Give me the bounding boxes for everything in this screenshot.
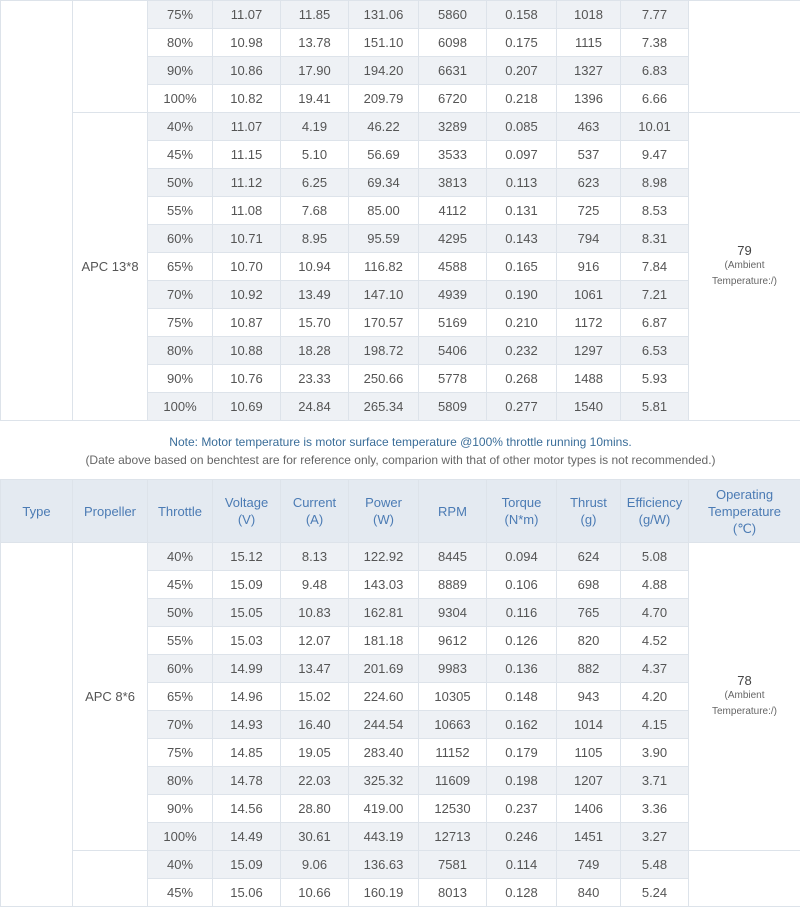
power-cell: 147.10 bbox=[349, 281, 419, 309]
power-cell: 116.82 bbox=[349, 253, 419, 281]
table-body bbox=[1, 1, 800, 907]
power-cell: 209.79 bbox=[349, 85, 419, 113]
temp-note: (Ambient bbox=[689, 258, 800, 274]
thrust-cell: 749 bbox=[557, 851, 621, 879]
thrust-cell: 1105 bbox=[557, 739, 621, 767]
thrust-cell: 537 bbox=[557, 141, 621, 169]
current-cell: 9.06 bbox=[281, 851, 349, 879]
current-cell: 13.78 bbox=[281, 29, 349, 57]
efficiency-cell: 8.31 bbox=[621, 225, 689, 253]
throttle-cell: 40% bbox=[148, 113, 213, 141]
rpm-cell: 4295 bbox=[419, 225, 487, 253]
thrust-cell: 1451 bbox=[557, 823, 621, 851]
throttle-cell: 75% bbox=[148, 309, 213, 337]
current-cell: 10.83 bbox=[281, 599, 349, 627]
current-cell: 10.94 bbox=[281, 253, 349, 281]
temp-note: Temperature:/) bbox=[689, 274, 800, 290]
throttle-cell: 65% bbox=[148, 253, 213, 281]
propeller-header bbox=[73, 480, 148, 543]
efficiency-cell: 5.24 bbox=[621, 879, 689, 907]
current-cell: 30.61 bbox=[281, 823, 349, 851]
throttle-cell: 100% bbox=[148, 823, 213, 851]
thrust-cell: 820 bbox=[557, 627, 621, 655]
thrust-cell: 1396 bbox=[557, 85, 621, 113]
thrust-cell: 1327 bbox=[557, 57, 621, 85]
torque-cell: 0.148 bbox=[487, 683, 557, 711]
note-cell bbox=[1, 421, 800, 480]
temp-note: (Ambient bbox=[689, 688, 800, 704]
rpm-cell: 12530 bbox=[419, 795, 487, 823]
operating-temp-cell bbox=[689, 1, 800, 113]
power-header-text: Power bbox=[349, 494, 418, 511]
torque-cell: 0.085 bbox=[487, 113, 557, 141]
power-cell: 170.57 bbox=[349, 309, 419, 337]
torque-cell: 0.207 bbox=[487, 57, 557, 85]
torque-cell: 0.158 bbox=[487, 1, 557, 29]
throttle-cell: 65% bbox=[148, 683, 213, 711]
rpm-cell: 11152 bbox=[419, 739, 487, 767]
efficiency-cell: 7.84 bbox=[621, 253, 689, 281]
propeller-cell: APC 8*6 bbox=[73, 543, 148, 851]
efficiency-cell: 6.87 bbox=[621, 309, 689, 337]
voltage-cell: 10.87 bbox=[213, 309, 281, 337]
torque-cell: 0.268 bbox=[487, 365, 557, 393]
torque-cell: 0.179 bbox=[487, 739, 557, 767]
efficiency-cell: 3.71 bbox=[621, 767, 689, 795]
throttle-cell: 55% bbox=[148, 627, 213, 655]
power-cell: 131.06 bbox=[349, 1, 419, 29]
thrust-cell: 698 bbox=[557, 571, 621, 599]
torque-cell: 0.232 bbox=[487, 337, 557, 365]
type-header-text: Type bbox=[1, 503, 72, 520]
current-cell: 19.05 bbox=[281, 739, 349, 767]
voltage-cell: 10.76 bbox=[213, 365, 281, 393]
thrust-cell: 1061 bbox=[557, 281, 621, 309]
voltage-cell: 14.99 bbox=[213, 655, 281, 683]
power-cell: 46.22 bbox=[349, 113, 419, 141]
table-row bbox=[1, 113, 800, 141]
operating-temperature-header-text: Operating bbox=[689, 486, 800, 503]
voltage-cell: 10.69 bbox=[213, 393, 281, 421]
thrust-header-text: Thrust bbox=[557, 494, 620, 511]
rpm-cell: 12713 bbox=[419, 823, 487, 851]
throttle-cell: 55% bbox=[148, 197, 213, 225]
efficiency-cell: 6.53 bbox=[621, 337, 689, 365]
voltage-header-text: Voltage bbox=[213, 494, 280, 511]
rpm-cell: 6631 bbox=[419, 57, 487, 85]
power-cell: 181.18 bbox=[349, 627, 419, 655]
voltage-cell: 15.09 bbox=[213, 571, 281, 599]
current-cell: 6.25 bbox=[281, 169, 349, 197]
throttle-header bbox=[148, 480, 213, 543]
voltage-cell: 11.07 bbox=[213, 113, 281, 141]
thrust-cell: 623 bbox=[557, 169, 621, 197]
throttle-cell: 80% bbox=[148, 767, 213, 795]
power-cell: 122.92 bbox=[349, 543, 419, 571]
efficiency-cell: 8.98 bbox=[621, 169, 689, 197]
throttle-cell: 70% bbox=[148, 711, 213, 739]
thrust-cell: 1540 bbox=[557, 393, 621, 421]
throttle-header-text: Throttle bbox=[148, 503, 212, 520]
current-cell: 24.84 bbox=[281, 393, 349, 421]
rpm-cell: 4939 bbox=[419, 281, 487, 309]
current-cell: 13.47 bbox=[281, 655, 349, 683]
torque-header bbox=[487, 480, 557, 543]
rpm-cell: 3813 bbox=[419, 169, 487, 197]
power-cell: 194.20 bbox=[349, 57, 419, 85]
torque-cell: 0.097 bbox=[487, 141, 557, 169]
operating-temperature-header-text: (℃) bbox=[689, 520, 800, 537]
throttle-cell: 45% bbox=[148, 141, 213, 169]
power-cell: 250.66 bbox=[349, 365, 419, 393]
throttle-cell: 90% bbox=[148, 795, 213, 823]
voltage-cell: 14.56 bbox=[213, 795, 281, 823]
rpm-cell: 5169 bbox=[419, 309, 487, 337]
torque-cell: 0.237 bbox=[487, 795, 557, 823]
current-cell: 15.70 bbox=[281, 309, 349, 337]
voltage-cell: 14.93 bbox=[213, 711, 281, 739]
torque-cell: 0.131 bbox=[487, 197, 557, 225]
torque-cell: 0.094 bbox=[487, 543, 557, 571]
throttle-cell: 90% bbox=[148, 57, 213, 85]
thrust-cell: 1406 bbox=[557, 795, 621, 823]
thrust-cell: 794 bbox=[557, 225, 621, 253]
operating-temp-cell bbox=[689, 113, 800, 421]
current-cell: 16.40 bbox=[281, 711, 349, 739]
throttle-cell: 70% bbox=[148, 281, 213, 309]
current-header-text: (A) bbox=[281, 511, 348, 528]
throttle-cell: 50% bbox=[148, 169, 213, 197]
efficiency-cell: 4.52 bbox=[621, 627, 689, 655]
efficiency-cell: 4.20 bbox=[621, 683, 689, 711]
power-cell: 244.54 bbox=[349, 711, 419, 739]
rpm-cell: 6720 bbox=[419, 85, 487, 113]
rpm-cell: 8889 bbox=[419, 571, 487, 599]
throttle-cell: 100% bbox=[148, 85, 213, 113]
power-header bbox=[349, 480, 419, 543]
rpm-header-text: RPM bbox=[419, 503, 486, 520]
current-cell: 5.10 bbox=[281, 141, 349, 169]
thrust-cell: 1115 bbox=[557, 29, 621, 57]
throttle-cell: 80% bbox=[148, 337, 213, 365]
thrust-cell: 463 bbox=[557, 113, 621, 141]
voltage-cell: 14.78 bbox=[213, 767, 281, 795]
torque-header-text: (N*m) bbox=[487, 511, 556, 528]
torque-cell: 0.162 bbox=[487, 711, 557, 739]
voltage-cell: 10.82 bbox=[213, 85, 281, 113]
current-cell: 19.41 bbox=[281, 85, 349, 113]
efficiency-cell: 4.88 bbox=[621, 571, 689, 599]
efficiency-cell: 5.81 bbox=[621, 393, 689, 421]
torque-cell: 0.126 bbox=[487, 627, 557, 655]
torque-cell: 0.218 bbox=[487, 85, 557, 113]
propeller-cell bbox=[73, 1, 148, 113]
rpm-cell: 11609 bbox=[419, 767, 487, 795]
current-cell: 13.49 bbox=[281, 281, 349, 309]
torque-cell: 0.277 bbox=[487, 393, 557, 421]
torque-cell: 0.136 bbox=[487, 655, 557, 683]
efficiency-cell: 7.21 bbox=[621, 281, 689, 309]
thrust-header-text: (g) bbox=[557, 511, 620, 528]
table-row bbox=[1, 1, 800, 29]
power-cell: 69.34 bbox=[349, 169, 419, 197]
current-cell: 11.85 bbox=[281, 1, 349, 29]
voltage-cell: 15.12 bbox=[213, 543, 281, 571]
rpm-cell: 5778 bbox=[419, 365, 487, 393]
temp-value: 78 bbox=[689, 673, 800, 688]
voltage-header bbox=[213, 480, 281, 543]
temp-value: 79 bbox=[689, 243, 800, 258]
propeller-header-text: Propeller bbox=[73, 503, 147, 520]
efficiency-cell: 4.37 bbox=[621, 655, 689, 683]
power-cell: 160.19 bbox=[349, 879, 419, 907]
current-cell: 22.03 bbox=[281, 767, 349, 795]
throttle-cell: 40% bbox=[148, 543, 213, 571]
type-header bbox=[1, 480, 73, 543]
rpm-cell: 5860 bbox=[419, 1, 487, 29]
rpm-cell: 4588 bbox=[419, 253, 487, 281]
power-cell: 283.40 bbox=[349, 739, 419, 767]
power-header-text: (W) bbox=[349, 511, 418, 528]
throttle-cell: 45% bbox=[148, 879, 213, 907]
propeller-cell: APC 13*8 bbox=[73, 113, 148, 421]
current-cell: 28.80 bbox=[281, 795, 349, 823]
voltage-header-text: (V) bbox=[213, 511, 280, 528]
voltage-cell: 10.71 bbox=[213, 225, 281, 253]
efficiency-cell: 5.08 bbox=[621, 543, 689, 571]
thrust-cell: 916 bbox=[557, 253, 621, 281]
efficiency-cell: 8.53 bbox=[621, 197, 689, 225]
rpm-cell: 4112 bbox=[419, 197, 487, 225]
efficiency-cell: 4.15 bbox=[621, 711, 689, 739]
current-cell: 7.68 bbox=[281, 197, 349, 225]
torque-cell: 0.246 bbox=[487, 823, 557, 851]
throttle-cell: 50% bbox=[148, 599, 213, 627]
type-cell bbox=[1, 543, 73, 907]
thrust-cell: 1018 bbox=[557, 1, 621, 29]
throttle-cell: 90% bbox=[148, 365, 213, 393]
rpm-cell: 5809 bbox=[419, 393, 487, 421]
disclaimer-line: (Date above based on benchtest are for reference only, comparion with that of other motor types is not recommended.) bbox=[1, 451, 800, 469]
table-row bbox=[1, 543, 800, 571]
torque-cell: 0.175 bbox=[487, 29, 557, 57]
throttle-cell: 60% bbox=[148, 225, 213, 253]
current-cell: 10.66 bbox=[281, 879, 349, 907]
type-cell bbox=[1, 1, 73, 421]
voltage-cell: 14.49 bbox=[213, 823, 281, 851]
torque-cell: 0.106 bbox=[487, 571, 557, 599]
power-cell: 419.00 bbox=[349, 795, 419, 823]
power-cell: 443.19 bbox=[349, 823, 419, 851]
current-cell: 15.02 bbox=[281, 683, 349, 711]
thrust-cell: 840 bbox=[557, 879, 621, 907]
efficiency-cell: 7.77 bbox=[621, 1, 689, 29]
throttle-cell: 40% bbox=[148, 851, 213, 879]
throttle-cell: 80% bbox=[148, 29, 213, 57]
torque-cell: 0.116 bbox=[487, 599, 557, 627]
current-cell: 12.07 bbox=[281, 627, 349, 655]
voltage-cell: 11.12 bbox=[213, 169, 281, 197]
note-row bbox=[1, 421, 800, 480]
efficiency-cell: 3.90 bbox=[621, 739, 689, 767]
torque-cell: 0.165 bbox=[487, 253, 557, 281]
rpm-cell: 10305 bbox=[419, 683, 487, 711]
current-cell: 17.90 bbox=[281, 57, 349, 85]
torque-cell: 0.210 bbox=[487, 309, 557, 337]
thrust-cell: 725 bbox=[557, 197, 621, 225]
torque-header-text: Torque bbox=[487, 494, 556, 511]
power-cell: 162.81 bbox=[349, 599, 419, 627]
power-cell: 95.59 bbox=[349, 225, 419, 253]
efficiency-header-text: (g/W) bbox=[621, 511, 688, 528]
current-cell: 23.33 bbox=[281, 365, 349, 393]
torque-cell: 0.128 bbox=[487, 879, 557, 907]
rpm-cell: 9983 bbox=[419, 655, 487, 683]
thrust-cell: 943 bbox=[557, 683, 621, 711]
current-header-text: Current bbox=[281, 494, 348, 511]
voltage-cell: 11.08 bbox=[213, 197, 281, 225]
rpm-cell: 9612 bbox=[419, 627, 487, 655]
rpm-cell: 8013 bbox=[419, 879, 487, 907]
efficiency-cell: 10.01 bbox=[621, 113, 689, 141]
current-cell: 8.13 bbox=[281, 543, 349, 571]
rpm-cell: 5406 bbox=[419, 337, 487, 365]
operating-temperature-header bbox=[689, 480, 800, 543]
efficiency-cell: 9.47 bbox=[621, 141, 689, 169]
thrust-cell: 1488 bbox=[557, 365, 621, 393]
voltage-cell: 10.70 bbox=[213, 253, 281, 281]
propeller-cell bbox=[73, 851, 148, 907]
efficiency-header-text: Efficiency bbox=[621, 494, 688, 511]
thrust-cell: 1207 bbox=[557, 767, 621, 795]
torque-cell: 0.143 bbox=[487, 225, 557, 253]
throttle-cell: 75% bbox=[148, 739, 213, 767]
efficiency-cell: 7.38 bbox=[621, 29, 689, 57]
table-header-row bbox=[1, 480, 800, 543]
throttle-cell: 75% bbox=[148, 1, 213, 29]
rpm-cell: 9304 bbox=[419, 599, 487, 627]
thrust-cell: 1014 bbox=[557, 711, 621, 739]
operating-temp-cell bbox=[689, 543, 800, 851]
torque-cell: 0.190 bbox=[487, 281, 557, 309]
throttle-cell: 45% bbox=[148, 571, 213, 599]
torque-cell: 0.198 bbox=[487, 767, 557, 795]
power-cell: 265.34 bbox=[349, 393, 419, 421]
temp-note: Temperature:/) bbox=[689, 704, 800, 720]
torque-cell: 0.114 bbox=[487, 851, 557, 879]
current-cell: 4.19 bbox=[281, 113, 349, 141]
power-cell: 224.60 bbox=[349, 683, 419, 711]
current-header bbox=[281, 480, 349, 543]
current-cell: 9.48 bbox=[281, 571, 349, 599]
throttle-cell: 100% bbox=[148, 393, 213, 421]
operating-temperature-header-text: Temperature bbox=[689, 503, 800, 520]
efficiency-cell: 6.66 bbox=[621, 85, 689, 113]
voltage-cell: 14.96 bbox=[213, 683, 281, 711]
voltage-cell: 10.98 bbox=[213, 29, 281, 57]
thrust-cell: 882 bbox=[557, 655, 621, 683]
thrust-cell: 765 bbox=[557, 599, 621, 627]
power-cell: 143.03 bbox=[349, 571, 419, 599]
power-cell: 151.10 bbox=[349, 29, 419, 57]
voltage-cell: 11.15 bbox=[213, 141, 281, 169]
torque-cell: 0.113 bbox=[487, 169, 557, 197]
efficiency-cell: 5.93 bbox=[621, 365, 689, 393]
voltage-cell: 15.06 bbox=[213, 879, 281, 907]
efficiency-cell: 4.70 bbox=[621, 599, 689, 627]
efficiency-cell: 3.36 bbox=[621, 795, 689, 823]
current-cell: 8.95 bbox=[281, 225, 349, 253]
power-cell: 56.69 bbox=[349, 141, 419, 169]
operating-temp-cell bbox=[689, 851, 800, 907]
rpm-cell: 3533 bbox=[419, 141, 487, 169]
current-cell: 18.28 bbox=[281, 337, 349, 365]
power-cell: 198.72 bbox=[349, 337, 419, 365]
voltage-cell: 14.85 bbox=[213, 739, 281, 767]
thrust-cell: 1297 bbox=[557, 337, 621, 365]
rpm-header bbox=[419, 480, 487, 543]
throttle-cell: 60% bbox=[148, 655, 213, 683]
voltage-cell: 10.92 bbox=[213, 281, 281, 309]
rpm-cell: 3289 bbox=[419, 113, 487, 141]
table-row bbox=[1, 851, 800, 879]
efficiency-cell: 5.48 bbox=[621, 851, 689, 879]
rpm-cell: 8445 bbox=[419, 543, 487, 571]
rpm-cell: 7581 bbox=[419, 851, 487, 879]
thrust-cell: 624 bbox=[557, 543, 621, 571]
voltage-cell: 10.86 bbox=[213, 57, 281, 85]
voltage-cell: 11.07 bbox=[213, 1, 281, 29]
rpm-cell: 10663 bbox=[419, 711, 487, 739]
efficiency-header bbox=[621, 480, 689, 543]
note-line: Note: Motor temperature is motor surface temperature @100% throttle running 10mins. bbox=[1, 433, 800, 451]
efficiency-cell: 3.27 bbox=[621, 823, 689, 851]
voltage-cell: 15.03 bbox=[213, 627, 281, 655]
power-cell: 85.00 bbox=[349, 197, 419, 225]
power-cell: 201.69 bbox=[349, 655, 419, 683]
voltage-cell: 10.88 bbox=[213, 337, 281, 365]
rpm-cell: 6098 bbox=[419, 29, 487, 57]
power-cell: 325.32 bbox=[349, 767, 419, 795]
thrust-cell: 1172 bbox=[557, 309, 621, 337]
power-cell: 136.63 bbox=[349, 851, 419, 879]
voltage-cell: 15.05 bbox=[213, 599, 281, 627]
voltage-cell: 15.09 bbox=[213, 851, 281, 879]
thrust-header bbox=[557, 480, 621, 543]
efficiency-cell: 6.83 bbox=[621, 57, 689, 85]
